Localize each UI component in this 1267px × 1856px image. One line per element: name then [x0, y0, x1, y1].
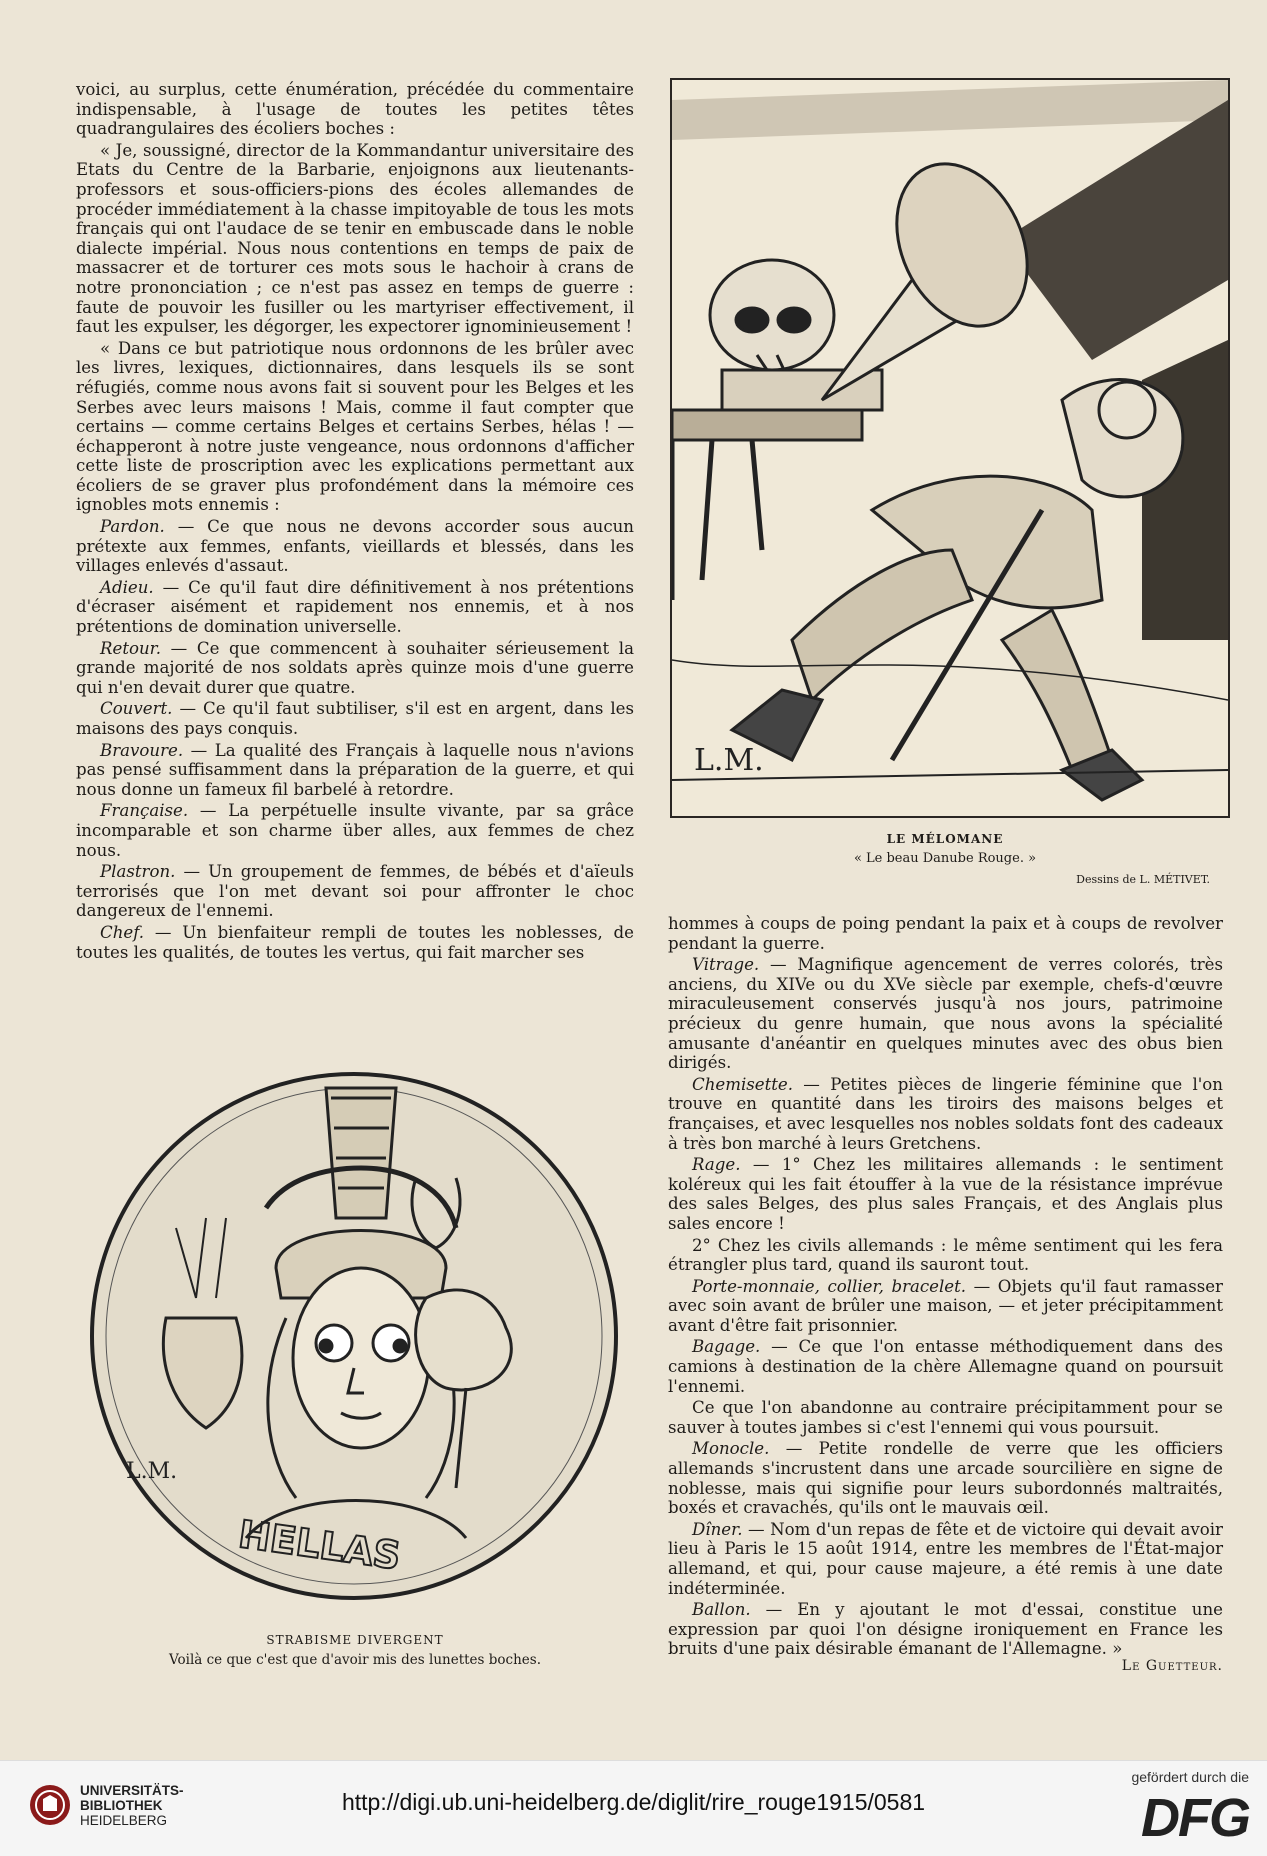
hellas-medal-drawing: [86, 1068, 622, 1604]
decree-paragraph-1: « Je, soussigné, director de la Kommandantur universitaire des Etats du Centre de la Barbarie, enjoignons aux lieutenants-professors et sous-officiers-pions des écoles allemandes de procéder immédiatement à la chasse impitoyable de tous les mots français qui ont l'audace de se tenir en embuscade dans le noble dialecte impérial. Nous nous contentions en temps de paix de massacrer et de torturer ces mots sous le hachoir à crans de notre prononciation ; ce n'est pas assez en temps de guerre : faute de pouvoir les fusiller ou les martyriser effectivement, il faut les expulser, les dégorger, les expectorer ignominieusement !: [76, 140, 634, 337]
entry-text: — La perpétuelle insulte vivante, par sa grâce incomparable et son charme über alles, aux femmes de chez nous.: [76, 801, 634, 860]
right-column: [668, 914, 1223, 1677]
library-name-line2: BIBLIOTHEK: [80, 1798, 163, 1813]
entry-rage-2: [668, 1236, 1223, 1275]
entry-text: — Ce que l'on entasse méthodiquement dans des camions à destination de la chère Allemagne quand on poursuit l'ennemi.: [668, 1337, 1223, 1396]
entry-term: Monocle.: [692, 1439, 770, 1459]
library-name-line1: UNIVERSITÄTS-: [80, 1783, 184, 1798]
entry-pardon: [76, 517, 634, 576]
entry-term: Pardon.: [100, 517, 165, 537]
entry-monocle: [668, 1439, 1223, 1517]
caption-credit: Dessins de L. MÉTIVET.: [1076, 873, 1210, 886]
funding-label: gefördert durch die: [1131, 1769, 1249, 1785]
entry-couvert: [76, 699, 634, 738]
dfg-logo: DFG: [1141, 1788, 1249, 1848]
entry-term: Vitrage.: [692, 955, 760, 975]
medal-caption: [80, 1630, 630, 1670]
entry-term: Chemisette.: [692, 1074, 794, 1094]
entry-term: Adieu.: [100, 577, 154, 597]
entry-bagage: [668, 1337, 1223, 1396]
melomane-illustration: [670, 78, 1230, 818]
entry-retour: [76, 639, 634, 698]
entry-text: — Ce qu'il faut subtiliser, s'il est en argent, dans les maisons des pays conquis.: [76, 699, 634, 738]
intro-paragraph: voici, au surplus, cette énumération, précédée du commentaire indispensable, à l'usage de toutes les petites têtes quadrangulaires des écoliers boches :: [76, 80, 634, 139]
caption-title: STRABISME DIVERGENT: [266, 1633, 444, 1647]
entry-ballon: [668, 1600, 1223, 1659]
entry-adieu: [76, 578, 634, 637]
entry-term: Française.: [100, 801, 189, 821]
entry-term: Rage.: [692, 1155, 741, 1175]
library-footer: [0, 1760, 1267, 1856]
decree-paragraph-2: « Dans ce but patriotique nous ordonnons de les brûler avec les livres, lexiques, dictionnaires, dans lesquels ils se sont réfugiés, comme nous avons fait si souvent pour les Belges et les Serbes avec leurs maisons ! Mais, comme il faut compter que certains — comme certains Belges et certains Serbes, hélas ! — échapperont à notre juste vengeance, nous ordonnons d'afficher cette liste de proscription avec les explications permettant aux écoliers de se graver plus profondément dans la mémoire ces ignobles mots ennemis :: [76, 338, 634, 515]
caption-subtitle: « Le beau Danube Rouge. »: [853, 851, 1037, 866]
melomane-drawing: [672, 80, 1228, 816]
entry-term: Plastron.: [100, 862, 176, 882]
entry-term: Retour.: [100, 638, 162, 658]
entry-text: — En y ajoutant le mot d'essai, constitue une expression par quoi l'on désigne ironiquement en France les bruits d'une paix désirable émanant de l'Allemagne. »: [668, 1600, 1223, 1659]
entry-term: Couvert.: [100, 699, 173, 719]
entry-text: — Petite rondelle de verre que les officiers allemands s'incrustent dans une arcade sourcilière en signe de noblesse, mais qui signifie pour leurs subordonnés maltraités, boxés et cravachés, qu'ils ont le mauvais œil.: [668, 1439, 1223, 1518]
entry-text: — Nom d'un repas de fête et de victoire qui devait avoir lieu à Paris le 15 août 1914, entre les membres de l'État-major allemand, et qui, pour cause majeure, a été remis à une date indéterminée.: [668, 1519, 1223, 1598]
entry-term: Bagage.: [692, 1337, 761, 1357]
caption-title: LE MÉLOMANE: [886, 832, 1004, 846]
caption-subtitle: Voilà ce que c'est que d'avoir mis des lunettes boches.: [169, 1652, 541, 1668]
entry-text: — Magnifique agencement de verres colorés, très anciens, du XIVe ou du XVe siècle par exemple, chefs-d'œuvre miraculeusement conservés jusqu'à nos jours, patrimoine précieux du genre humain, que nous avons la spécialité amusante d'anéantir en quelques minutes avec des obus bien dirigés.: [668, 955, 1223, 1073]
left-column: [76, 80, 634, 964]
entry-text: — 1° Chez les militaires allemands : le sentiment koléreux qui les fait étouffer à la vue de la résistance imprévue des sales Belges, des plus sales Français, et des Anglais plus sales encore !: [668, 1155, 1223, 1233]
entry-text: — Ce que commencent à souhaiter sérieusement la grande majorité de nos soldats après quinze mois d'une guerre qui n'en devait durer que quatre.: [76, 638, 634, 697]
entry-bravoure: [76, 741, 634, 800]
entry-porte-monnaie: [668, 1277, 1223, 1336]
source-url-link[interactable]: http://digi.ub.uni-heidelberg.de/diglit/rire_rouge1915/0581: [341, 1789, 926, 1815]
author-signature: Le Guetteur.: [1121, 1657, 1223, 1674]
entry-term: Dîner.: [692, 1519, 743, 1539]
library-name-line3: HEIDELBERG: [80, 1813, 168, 1828]
entry-text: — Petites pièces de lingerie féminine que l'on trouve en quantité dans les tiroirs des maisons belges et françaises, et avec lesquelles nos nobles soldats font des cadeaux à très bon marché à leurs Gretchens.: [668, 1074, 1223, 1153]
continuation-paragraph: hommes à coups de poing pendant la paix et à coups de revolver pendant la guerre.: [668, 914, 1223, 953]
entry-bagage-2: [668, 1398, 1223, 1437]
entry-term: Chef.: [100, 922, 145, 942]
entry-text: Ce que l'on abandonne au contraire précipitamment pour se sauver à toutes jambes si c'est l'ennemi qui vous poursuit.: [668, 1398, 1223, 1437]
entry-text: — La qualité des Français à laquelle nous n'avions pas pensé suffisamment dans la préparation de la guerre, et qui nous donne un fameux fil barbelé à retordre.: [76, 740, 634, 799]
entry-text: — Ce qu'il faut dire définitivement à nos prétentions d'écraser aisément et rapidement nos ennemis, et à nos prétentions de domination universelle.: [76, 577, 634, 637]
entry-text: — Ce que nous ne devons accorder sous aucun prétexte aux femmes, enfants, vieillards et blessés, dans les villages enlevés d'assaut.: [76, 517, 634, 576]
entry-text: — Objets qu'il faut ramasser avec soin avant de brûler une maison, — et jeter précipitamment avant d'être fait prisonnier.: [668, 1276, 1223, 1335]
entry-text: — Un groupement de femmes, de bébés et d'aïeuls terrorisés que l'on met devant soi pour affronter le choc dangereux de l'ennemi.: [76, 862, 634, 921]
entry-term: Ballon.: [692, 1600, 751, 1620]
entry-text: — Un bienfaiteur rempli de toutes les noblesses, de toutes les qualités, de toutes les vertus, qui fait marcher ses: [76, 922, 634, 962]
entry-rage: [668, 1155, 1223, 1233]
entry-vitrage: [668, 955, 1223, 1073]
entry-term: Bravoure.: [100, 740, 184, 760]
hellas-medal-illustration: [86, 1068, 622, 1604]
entry-chef: [76, 923, 634, 962]
entry-plastron: [76, 862, 634, 921]
medal-inscription: HELLAS: [235, 1511, 404, 1579]
medal-monogram: L.M.: [126, 1459, 178, 1484]
entry-chemisette: [668, 1075, 1223, 1153]
drawing-monogram: L.M.: [694, 743, 764, 778]
entry-diner: [668, 1520, 1223, 1598]
entry-text: 2° Chez les civils allemands : le même sentiment qui les fera étrangler plus tard, quand ils sauront tout.: [668, 1235, 1223, 1275]
melomane-caption: [680, 830, 1210, 889]
entry-francaise: [76, 801, 634, 860]
entry-term: Porte-monnaie, collier, bracelet.: [692, 1276, 967, 1296]
